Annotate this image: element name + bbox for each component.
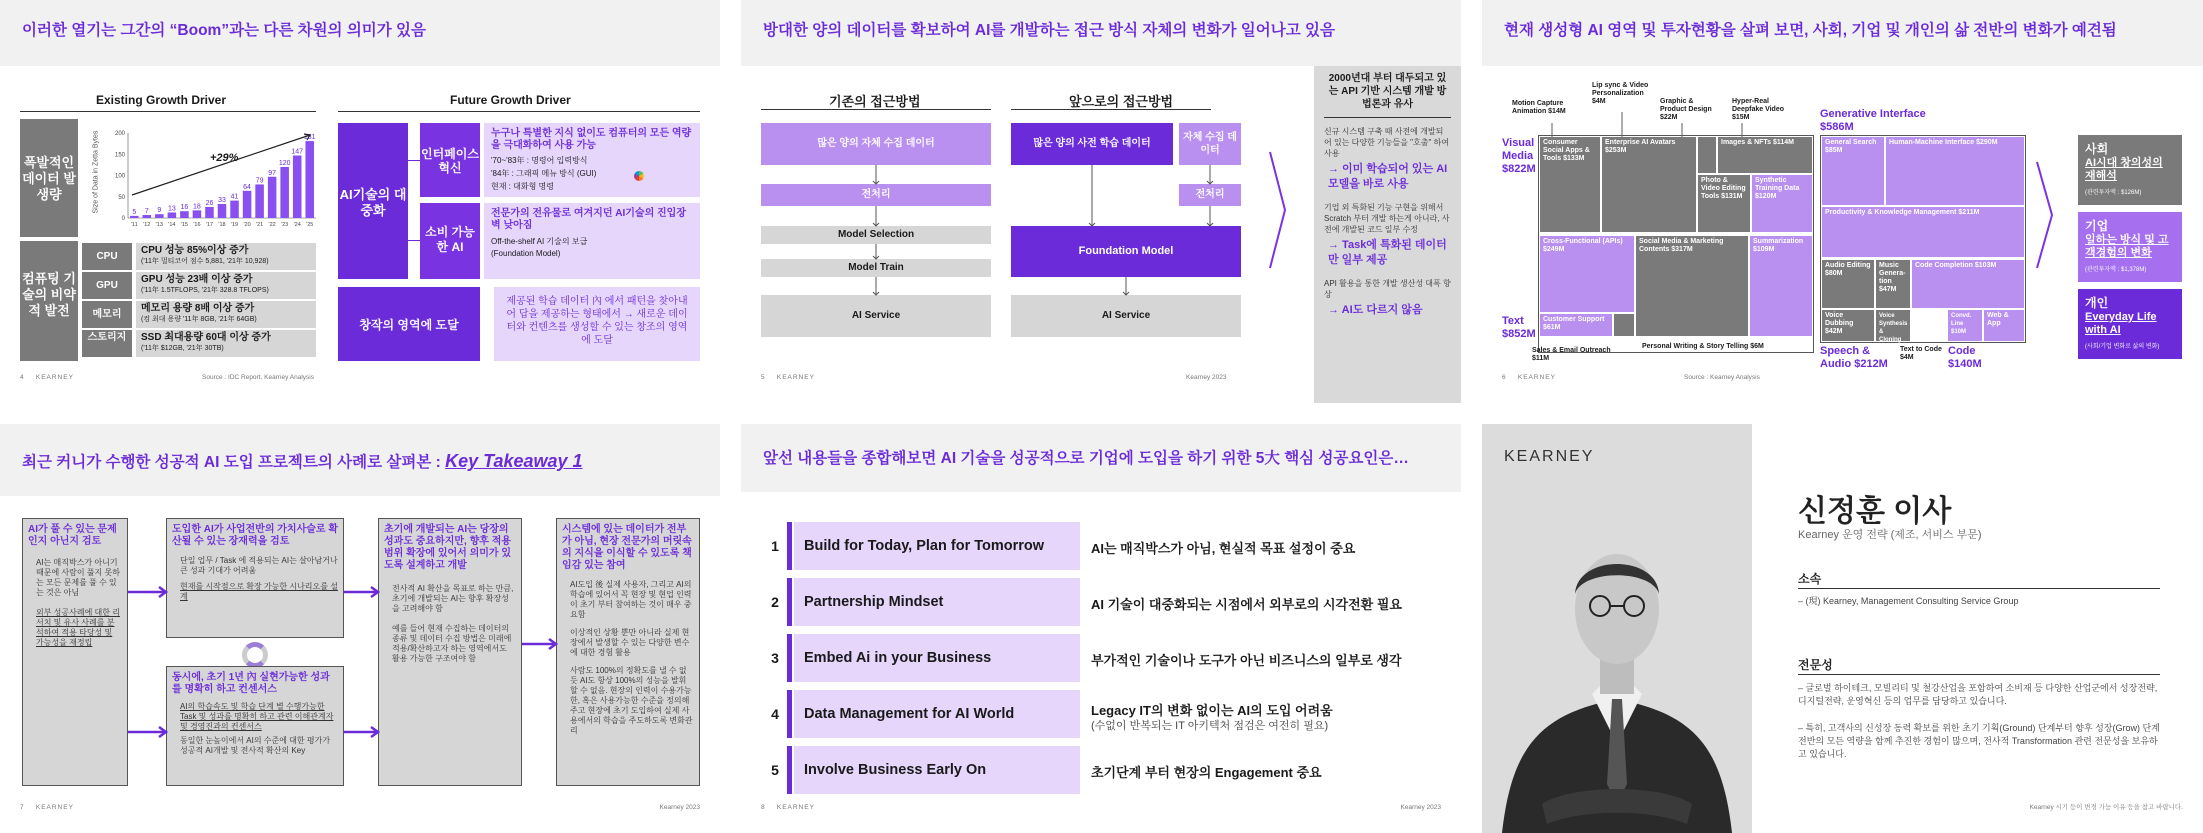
takeaway-card-5 [556,518,700,786]
tm-social: Social Media & Marketing Contents $317M [1636,236,1748,336]
category-label: '13 [155,222,163,228]
tm-images: Images & NFTs $114M [1718,137,1812,173]
tm-prod: Productivity & Knowledge Management $211M [1822,207,2024,257]
compute-row-main: GPU 성능 23배 이상 증가 [141,274,253,285]
old-approach-header: 기존의 접근방법 [829,94,921,109]
compute-row-main: 메모리 용량 8배 이상 증가 [141,303,255,314]
divider [1324,117,1451,118]
person-name: 신정훈 이사 [1798,495,1952,528]
section-affiliation: 소속 [1798,572,1822,586]
creative-detail: 제공된 학습 데이터 內 에서 패턴을 찾아내어 답을 제공하는 형태에서 → 새로운 데이터와 컨텐츠를 생성할 수 있는 창조의 영역에 도달 [494,287,700,361]
tm-photo: Photo & Video Editing Tools $131M [1698,175,1750,232]
bar [280,167,289,218]
card-bullet: AI의 학습속도 및 학습 단계 별 수행가능한 Task 및 성과를 명확히 하고 관련 이해관계자 및 경영진과의 컨센서스 [180,702,334,731]
profile-slide [1482,424,2203,833]
category-label: '14 [168,222,176,228]
compute-row-label: GPU [82,272,132,299]
person-role: Kearney 운영 전략 (제조, 서비스 부문) [1798,529,1982,541]
interface-bullet: '84年 : 그래픽 메뉴 방식 (GUI) [491,169,597,178]
factor-key: Build for Today, Plan for Tomorrow [794,522,1080,570]
compute-row-detail [136,301,316,328]
page-number: 5 KEARNEY [761,374,815,381]
bar-value-label: 13 [167,205,176,213]
compute-row-main: SSD 최대용량 60대 이상 증가 [141,332,271,343]
card-title: 동시에, 초기 1년 內 실현가능한 성과를 명확히 하고 컨센서스 [172,672,330,695]
bar-value-label: 7 [144,208,149,216]
kearney-logo: KEARNEY [1504,448,1595,465]
side-point: → 이미 학습되어 있는 AI모델을 바로 사용 [1328,163,1448,190]
bar-value-label: 120 [278,160,291,167]
bar-value-label: 41 [230,193,239,201]
compute-row-sub: ('11年 $12GB, '21年 30TB) [141,345,224,352]
compute-row-main: CPU 성능 85%이상 증가 [141,245,249,256]
bar [193,210,202,218]
y-tick-label: 200 [114,131,125,137]
card-bullet: 전사적 AI 확산을 목표로 하는 만큼, 초기에 개발되는 AI는 향후 확장성을 고려해야 함 [392,584,514,613]
card-bullet: 이상적인 상황 뿐만 아니라 실제 현장에서 발생할 수 있는 다양한 변수에 대한 경험 활용 [570,628,690,657]
y-tick-label: 150 [114,152,125,159]
label-graphic: Graphic & Product Design $22M [1660,98,1712,121]
tm-audio: Audio Editing $80M [1822,260,1874,308]
slide-title: 방대한 양의 데이터를 확보하여 AI를 개발하는 접근 방식 자체의 변화가 일어나고 있음 [763,22,1335,39]
consumable-bullet: (Foundation Model) [491,249,561,258]
side-title: 2000년대 부터 대두되고 있는 API 기반 시스템 개발 방법론과 유사 [1328,73,1447,110]
footer-note: Kearney 시기 등이 변경 가능 이유 등을 참고 바랍니다. [2029,804,2183,811]
divider [761,109,991,110]
consumable-bullet: Off-the-shelf AI 기술의 보급 [491,237,588,246]
bar [255,184,264,218]
impact-individual-note: (사회/기업 변화로 삶의 변화) [2085,344,2160,350]
compute-row-label: 스토리지 [82,330,132,357]
interface-detail [484,123,700,197]
chart-ylabel: Size of Data in Zetta Bytes [92,130,100,214]
takeaway-card-1 [22,518,128,786]
category-label: '12 [143,222,151,228]
divider [1798,674,2160,675]
interface-bullet: 현재 : 대화형 명령 [491,182,554,191]
category-label: '25 [306,222,314,228]
bar-value-label: 147 [291,148,304,156]
impact-enterprise-title: 기업 [2085,219,2109,233]
new-approach-header: 앞으로의 접근방법 [1069,94,1174,109]
interface-main: 누구나 특별한 지식 없이도 컴퓨터의 모든 역량을 극대화하여 사용 가능 [491,128,692,151]
bar-value-label: 26 [205,199,214,207]
bar [180,211,189,218]
factor-number: 1 [771,538,779,554]
card-bullet: 사람도 100%의 정확도를 낼 수 없듯 AI도 항상 100%의 성능을 발휘할 수 없음. 현장의 인력이 수용가능한, 혹은 사용가능한 수준을 정의해 주고 현장에 초기 도입하여 실제 사용에서의 학습을 주도하도록 변화관리 [570,666,693,735]
factor-number: 4 [771,706,779,722]
consumable-detail [484,203,700,279]
tm-voice: Voice Dubbing $42M [1822,310,1874,341]
interface-bullet: '70~'83年 : 명령어 입력방식 [491,156,588,165]
flow-arrows [128,514,568,804]
bar-value-label: 9 [157,207,162,215]
expertise-text-2: – 특히, 고객사의 신성장 동력 확보를 위한 초기 기획(Ground) 단계부터 향후 성장(Grow) 단계 전반의 모든 역량을 함께 추진한 경험이 많으며, 전사적 Transformation 관련 전문성을 보유하고 있습니다. [1798,723,2160,759]
tm-consumer: Consumer Social Apps & Tools $133M [1540,137,1600,232]
bar-value-label: 18 [193,203,201,211]
tm-small2 [1614,314,1634,336]
category-label: '17 [205,222,214,228]
source-note: Kearney 2023 [1400,804,1441,811]
new-flow-arrows [1011,165,1241,295]
bar-value-label: 79 [255,177,264,185]
compute-row-sub: ('11年 멀티코어 점수 5,881, '21年 10,928) [141,258,269,265]
bar-value-label: 33 [218,196,226,204]
old-step-selection: Model Selection [761,226,991,244]
future-header: Future Growth Driver [450,93,571,107]
compute-row-sub: ('11年 1.5TFLOPS, '21年 328.8 TFLOPS) [141,287,269,294]
compute-row-detail [136,243,316,270]
slide-4 [0,0,720,403]
old-step-preprocess: 전처리 [761,184,991,206]
cat-speech: Speech & Audio $212M [1820,345,1888,370]
label-sales: Sales & Email Outreach $11M [1532,347,1611,362]
bar [230,201,239,218]
bar-value-label: 97 [268,169,277,177]
factor-key: Partnership Mindset [794,578,1080,626]
factor-key: Involve Business Early On [794,746,1080,794]
bar-value-label: 64 [243,183,251,191]
growth-label: +29% [210,152,239,164]
divider [1011,109,1211,110]
compute-row-label: CPU [82,243,132,270]
tm-summ: Summarization $109M [1750,236,1812,336]
bar-value-label: 181 [303,134,316,142]
source-note: Source : Kearney Analysis [1684,374,1760,381]
factor-desc: AI 기술이 대중화되는 시점에서 외부로의 시각전환 필요 [1091,597,1402,612]
impact-enterprise-invest: (관련투자액 : $1,378M) [2085,267,2147,273]
y-tick-label: 100 [114,173,125,180]
impact-society-invest: (관련투자액 : $126M) [2085,190,2142,196]
tm-codecomp: Code Completion $103M [1912,260,2024,308]
source-note: Kearney 2023 [1186,374,1227,381]
category-label: '23 [281,222,289,228]
compute-row-sub: (컴 최대 용량 '11年 8GB, '21年 64GB) [141,316,257,323]
ai-popularization: AI기술의 대중화 [338,123,408,279]
side-point: → AI도 다르지 않음 [1328,304,1423,316]
category-label: '20 [243,222,251,228]
tm-cust: Customer Support $61M [1540,314,1612,336]
card-bullet: 단일 업무 / Task 에 적용되는 AI는 살아남거나 큰 성과 기대가 어려움 [180,556,338,575]
category-label: '16 [193,222,201,228]
bar-value-label: 16 [180,204,189,212]
page-number: 6 KEARNEY [1502,374,1556,381]
bar-value-label: 5 [132,208,137,216]
section-expertise: 전문성 [1798,658,1833,672]
factor-desc: 부가적인 기술이나 도구가 아닌 비즈니스의 일부로 생각 [1091,653,1402,668]
impact-enterprise [2078,212,2182,282]
slide-8 [741,424,1461,833]
factor-key: Data Management for AI World [794,690,1080,738]
card-title: 도입한 AI가 사업전반의 가치사슬로 확산될 수 있는 장재력을 검토 [172,524,339,547]
compute-row-detail [136,330,316,357]
category-label: '22 [268,222,276,228]
label-motion: Motion Capture Animation $14M [1512,100,1566,115]
impact-society-desc: AI시대 창의성의 재해석 [2085,157,2163,182]
impact-society [2078,135,2182,205]
bar [155,214,164,218]
impact-individual-title: 개인 [2085,296,2109,310]
page-number: 4 KEARNEY [20,374,74,381]
tm-hmi: Human-Machine Interface $290M [1886,137,2024,205]
cat-code: Code $140M [1948,345,1982,370]
factor-desc: 초기단계 부터 현장의 Engagement 중요 [1091,765,1322,780]
factor-key: Embed Ai in your Business [794,634,1080,682]
factor-number: 2 [771,594,779,610]
old-step-data: 많은 양의 자체 수집 데이터 [761,123,991,165]
tm-synthetic: Synthetic Training Data $120M [1752,175,1812,232]
new-step-preprocess: 전처리 [1179,184,1241,206]
label-hyper: Hyper-Real Deepfake Video $15M [1732,98,1785,121]
bar [268,177,277,218]
tm-cross: Cross-Functional (APIs) $249M [1540,236,1634,312]
compute-row-label: 메모리 [82,301,132,328]
label-lipsync: Lip sync & Video Personalization $4M [1592,82,1649,105]
photo-panel [1482,424,1752,833]
side-point: → Task에 특화된 데이터만 일부 제공 [1328,239,1447,266]
bar [243,191,252,218]
data-growth-chart [110,120,320,232]
factor-number: 3 [771,650,779,666]
interface-innovation: 인터페이스 혁신 [420,123,480,197]
page-number: 8 KEARNEY [761,804,815,811]
factor-desc-sub: (수없이 반복되는 IT 아키텍처 점검은 여전히 필요) [1091,720,1329,732]
card-bullet: 현재를 시작점으로 확장 가능한 시나리오를 설계 [180,582,338,601]
divider [1798,588,2160,589]
slide-5 [741,0,1461,403]
factor-accent-bar [787,522,792,570]
chevron-right-icon [2035,160,2055,270]
card-title: 초기에 개발되는 AI는 당장의 성과도 중요하지만, 향후 적용범위 확장에 있어서 의미가 있도록 설계하고 개발 [384,524,512,571]
factor-accent-bar [787,634,792,682]
category-label: '15 [180,222,188,228]
impact-individual-desc: Everyday Life with AI [2085,311,2157,336]
slide-title: 최근 커니가 수행한 성공적 AI 도입 프로젝트의 사례로 살펴본 : Key Takeaway 1 [22,451,583,471]
impact-individual [2078,289,2182,359]
consumable-ai: 소비 가능한 AI [420,203,480,279]
divider [20,111,316,112]
impact-enterprise-desc: 일하는 방식 및 고객경험의 변화 [2085,234,2169,259]
new-step-foundation: Foundation Model [1011,226,1241,277]
tm-small [1698,137,1716,173]
bar [130,216,139,218]
card-bullet: 예를 들어 현재 수집하는 데이터의 종류 및 데이터 수집 방법은 미래에 적용/확산하고자 하는 영역에서도 활용 가능한 구조여야 함 [392,624,512,663]
category-label: '24 [293,222,301,228]
label-t2c: Text to Code $4M [1900,346,1942,361]
slide-title: 현재 생성형 AI 영역 및 투자현황을 살펴 보면, 사회, 기업 및 개인의 삶 전반의 변화가 예견됨 [1504,22,2117,39]
label-writing: Personal Writing & Story Telling $6M [1642,343,1764,350]
factor-number: 5 [771,762,779,778]
tm-synth: Voice Synthesis & Cloning $43M [1876,310,1910,341]
page-number: 7 KEARNEY [20,804,74,811]
category-label: '19 [230,222,239,228]
card-bullet: 외부 성공사례에 대한 리서치 및 유사 사례를 분석하여 적용 타당성 및 가능성을 재정립 [36,608,120,647]
y-tick-label: 50 [118,194,125,201]
slide-6 [1482,0,2203,403]
new-step-owndata: 자체 수집 데이터 [1179,123,1241,165]
bar [143,215,152,218]
factor-accent-bar [787,578,792,626]
card-title: AI가 풀 수 있는 문제인지 아닌지 검토 [28,524,117,547]
data-volume-label: 폭발적인 데이터 발생량 [20,119,78,237]
compute-row-detail [136,272,316,299]
side-text: 기업 외 특화된 기능 구현을 위해서 Scratch 부터 개발 하는게 아니라, 사전에 개발된 코드 일부 수정 [1324,203,1450,234]
source-note: Kearney 2023 [659,804,700,811]
portrait-image [1482,484,1752,833]
new-step-service: AI Service [1011,295,1241,337]
bar [305,141,314,218]
slide-title: 이러한 열기는 그간의 “Boom”과는 다른 차원의 의미가 있음 [22,22,426,39]
slide-7 [0,424,720,833]
cat-gen: Generative Interface $586M [1820,108,1926,133]
tm-music: Music Genera-tion $47M [1876,260,1910,308]
bar [293,156,302,218]
divider [338,111,700,112]
side-text: 신규 시스템 구축 때 사전에 개발되어 있는 다양한 기능들을 "호출" 하여 사용 [1324,127,1449,158]
card-title: 시스템에 있는 데이터가 전부가 아님, 현장 전문가의 머릿속의 지식을 이식할 수 있도록 책임감 있는 참여 [562,524,692,571]
card-bullet: AI도입 後 실제 사용자, 그리고 AI의 학습에 있어서 꼭 현장 및 현업 인력이 초기 부터 참여하는 것이 매우 중요함 [570,580,692,619]
category-label: '21 [256,222,264,228]
consumable-main: 전문가의 전유물로 여겨지던 AI기술의 진입장벽 낮아짐 [491,208,686,231]
old-flow-arrows [871,165,881,295]
side-text: API 활용을 통한 개발 생산성 대폭 향상 [1324,279,1451,299]
tm-conv: Convd. Line $10M [1948,310,1982,341]
computing-label: 컴퓨팅 기술의 비약적 발전 [20,241,78,361]
factor-desc: Legacy IT의 변화 없이는 AI의 도입 어려움 [1091,703,1333,718]
y-tick-label: 0 [121,216,125,222]
bar [218,204,227,218]
existing-header: Existing Growth Driver [96,93,227,107]
chevron-right-icon [1268,150,1288,270]
expertise-text-1: – 글로벌 하이테크, 모빌리티 및 철강산업을 포함하여 소비재 등 다양한 산업군에서 성장전략, 디지털전략, 운영혁신 등의 업무를 담당하고 있습니다. [1798,683,2158,706]
factor-accent-bar [787,746,792,794]
tm-search: General Search $85M [1822,137,1884,205]
old-step-train: Model Train [761,259,991,277]
category-label: '18 [218,222,226,228]
source-note: Source : IDC Report, Kearney Analysis [202,374,314,381]
apple-icon [634,171,644,181]
cat-text: Text $852M [1502,315,1536,340]
factor-accent-bar [787,690,792,738]
creative-domain: 창작의 영역에 도달 [338,287,480,361]
factor-desc: AI는 매직박스가 아님, 현실적 목표 설정이 중요 [1091,541,1356,556]
old-step-service: AI Service [761,295,991,337]
impact-society-title: 사회 [2085,142,2109,156]
affiliation-text: – (現) Kearney, Management Consulting Service Group [1798,596,2019,606]
new-step-pretrain: 많은 양의 사전 학습 데이터 [1011,123,1173,165]
cat-visual: Visual Media $822M [1502,137,1536,175]
tm-enterprise: Enterprise AI Avatars $253M [1602,137,1696,232]
bar [205,207,214,218]
card-bullet: AI는 매직박스가 아니기 때문에 사람이 풀지 못하는 모든 문제를 풀 수 있는 것은 아님 [36,558,120,597]
slide-title: 앞선 내용들을 종합해보면 AI 기술을 성공적으로 기업에 도입을 하기 위한 5大 핵심 성공요인은… [763,450,1409,467]
side-panel [1314,66,1461,403]
category-label: '11 [130,222,138,228]
tm-web: Web & App [1984,310,2024,341]
card-bullet: 동일한 눈높이에서 AI의 수준에 대한 평가가 성공적 AI개발 및 전사적 확산의 Key [180,736,331,755]
bar [168,212,177,218]
